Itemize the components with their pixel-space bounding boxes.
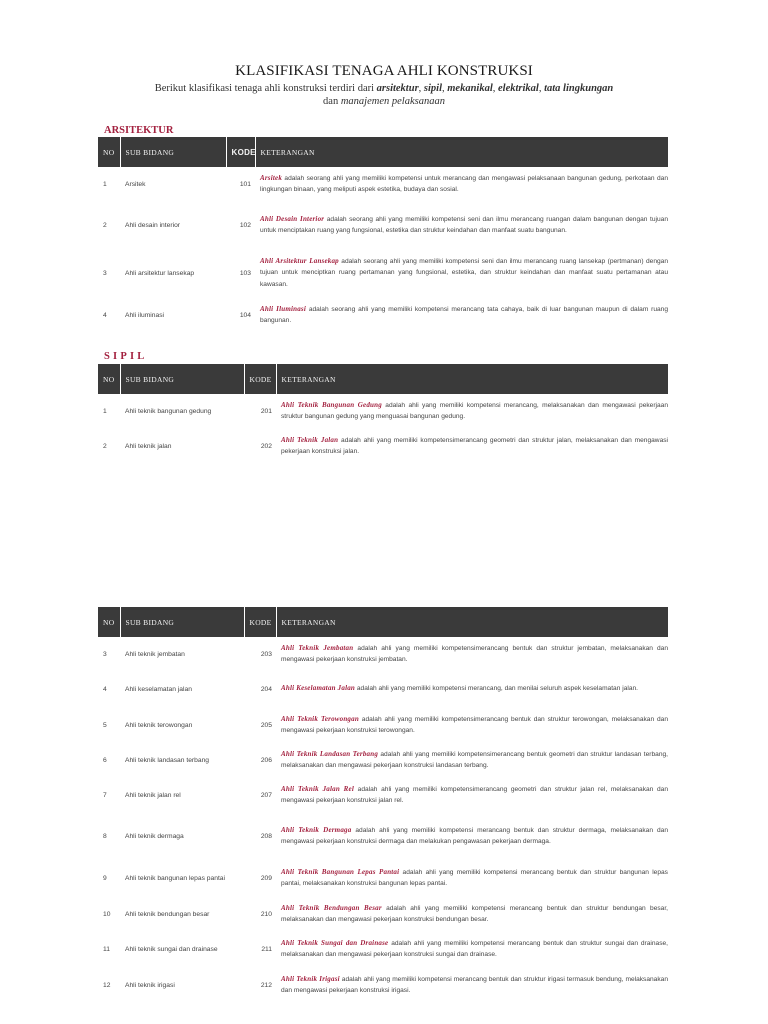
row-term: Ahli Teknik Landasan Terbang — [281, 749, 379, 758]
row-desc: adalah ahli yang memiliki kompetensi merancang, dan menilai seluruh aspek keselamatan jalan. — [355, 685, 638, 693]
row-no: 4 — [103, 685, 107, 693]
row-keterangan — [276, 428, 668, 464]
row-keterangan — [255, 167, 668, 201]
row-sub-bidang: Ahli teknik sungai dan drainase — [125, 945, 218, 953]
row-kode: 206 — [260, 756, 272, 764]
subtitle-arsitektur: arsitektur — [376, 83, 419, 94]
subtitle-line2-prefix: dan — [323, 96, 341, 107]
row-no: 10 — [103, 910, 111, 918]
row-no: 5 — [103, 721, 107, 729]
header-kode: KODE — [244, 364, 276, 394]
header-no: NO — [98, 137, 120, 167]
header-keterangan: KETERANGAN — [276, 607, 668, 637]
table-row — [98, 637, 668, 671]
subtitle-manajemen: manajemen pelaksanaan — [340, 96, 445, 107]
row-kode: 101 — [239, 180, 251, 188]
row-sub-bidang: Ahli teknik bangunan gedung — [125, 407, 212, 415]
table-row — [98, 813, 668, 859]
row-sub-bidang: Arsitek — [125, 180, 146, 188]
row-no: 6 — [103, 756, 107, 764]
row-desc: adalah ahli yang memiliki kompetensi merancang bentuk dan struktur bendungan besar, melaksanakan dan mengawasi pekerjaan konstruksi bendungan besar. — [281, 904, 668, 923]
subtitle-mekanikal: mekanikal — [447, 83, 493, 94]
row-kode: 208 — [260, 832, 272, 840]
row-sub-bidang: Ahli teknik landasan terbang — [125, 756, 210, 764]
row-desc: adalah ahli yang memiliki kompetensimerancang bentuk geometri dan struktur landasan terbang, melaksanakan dan mengawasi pekerjaan konstruksi landasan terbang. — [281, 750, 668, 769]
row-desc: adalah ahli yang memiliki kompetensi merancang bentuk dan struktur sungai dan drainase, melaksanakan dan mengawasi pekerjaan konstruksi sungai dan drainase. — [281, 939, 668, 958]
subtitle-sep: , — [442, 83, 448, 94]
row-desc: adalah ahli yang memiliki kompetensimerancang bentuk dan struktur jembatan, melaksanakan dan mengawasi pekerjaan konstruksi jembatan. — [281, 644, 669, 663]
row-term: Ahli Teknik Irigasi — [281, 974, 340, 983]
table-arsitektur — [98, 137, 668, 333]
row-keterangan — [276, 813, 668, 859]
row-desc: adalah seorang ahli yang memiliki kompetensi seni dan ilmu merancang ruang lansekap (pertmanan) dengan tujuan untuk menciptkan ruang pertamanan yang fungsional, estetika, dan struktur keindahan dan manfaat suatu pertamanan atau kawasan. — [260, 257, 669, 288]
page-title: KLASIFIKASI TENAGA AHLI KONSTRUKSI — [235, 63, 533, 79]
header-kode: KODE — [226, 137, 255, 167]
table-row — [98, 671, 668, 707]
row-desc: adalah ahli yang memiliki kompetensimerancang geometri dan struktur jalan rel, melaksanakan dan mengawasi pekerjaan konstruksi jalan rel. — [281, 785, 668, 804]
row-kode: 212 — [260, 981, 272, 989]
table-row — [98, 249, 668, 297]
table-row — [98, 897, 668, 931]
header-keterangan: KETERANGAN — [276, 364, 668, 394]
subtitle-tata-lingkungan: tata lingkungan — [544, 83, 614, 94]
row-sub-bidang: Ahli teknik terowongan — [125, 721, 193, 729]
subtitle-elektrikal: elektrikal — [498, 83, 539, 94]
row-term: Ahli Teknik Bendungan Besar — [281, 903, 382, 912]
row-sub-bidang: Ahli teknik jalan — [125, 442, 172, 450]
row-no: 3 — [103, 650, 107, 658]
row-desc: adalah ahli yang memiliki kompetensi merancang bentuk dan struktur dermaga, melaksanakan dan mengawasi pekerjaan konstruksi dermaga dan melakukan pengawasan pekerjaan dermaga. — [281, 826, 668, 845]
subtitle-sep: , — [492, 83, 499, 94]
row-desc: adalah seorang ahli yang memiliki kompetensi merancang tata cahaya, baik di luar bangunan maupun di dalam ruang bangunan. — [260, 305, 668, 324]
header-kode: KODE — [244, 607, 276, 637]
row-kode: 102 — [239, 221, 251, 229]
table-row — [98, 167, 668, 201]
row-sub-bidang: Ahli teknik bendungan besar — [125, 910, 210, 918]
header-sub-bidang: SUB BIDANG — [120, 607, 244, 637]
section-title-arsitektur: ARSITEKTUR — [104, 125, 174, 136]
row-desc: adalah ahli yang memiliki kompetensi merancang bentuk dan struktur bangunan lepas pantai, melaksanakan konstruksi bangunan lepas pantai. — [281, 868, 668, 887]
row-keterangan — [276, 671, 668, 707]
header-sub-bidang: SUB BIDANG — [120, 364, 244, 394]
row-kode: 207 — [260, 791, 272, 799]
row-kode: 211 — [261, 945, 272, 953]
row-kode: 201 — [260, 407, 272, 415]
table-row — [98, 967, 668, 1003]
row-keterangan — [276, 777, 668, 813]
header-keterangan: KETERANGAN — [255, 137, 668, 167]
row-desc: adalah ahli yang memiliki kompetensi merancang, melaksanakan dan mengawasi pekerjaan struktur bangunan gedung yang menguasai bangunan gedung. — [281, 401, 668, 420]
row-desc: adalah ahli yang memiliki kompetensimerancang bentuk dan struktur terowongan, melaksanakan dan mengawasi pekerjaan konstruksi terowongan. — [281, 715, 668, 734]
table-row — [98, 743, 668, 777]
row-desc: adalah seorang ahli yang memiliki kompetensi seni dan ilmu merancang ruangan dalam bangunan dengan tujuan untuk menciptakan ruang yang fungsional, estetika dan struktur keindahan dan manfaat suatu bangunan. — [260, 215, 668, 234]
row-sub-bidang: Ahli keselamatan jalan — [125, 685, 192, 693]
subtitle-sipil: sipil — [423, 83, 442, 94]
table-row — [98, 777, 668, 813]
header-sub-bidang: SUB BIDANG — [120, 137, 226, 167]
row-kode: 202 — [260, 442, 272, 450]
row-sub-bidang: Ahli teknik jembatan — [125, 650, 185, 658]
row-keterangan — [255, 297, 668, 333]
row-desc: adalah seorang ahli yang memiliki kompetensi untuk merancang dan mengawasi pelaksanaan bangunan gedung, perkotaan dan lingkungan binaan, yang meliputi aspek estetika, budaya dan sosial. — [260, 174, 668, 193]
row-kode: 104 — [239, 311, 251, 319]
row-kode: 205 — [260, 721, 272, 729]
row-sub-bidang: Ahli iluminasi — [125, 311, 165, 319]
subtitle-sep: , — [418, 83, 424, 94]
page-subtitle — [100, 82, 668, 108]
row-term: Ahli Arsitektur Lansekap — [260, 256, 339, 265]
table-row — [98, 859, 668, 897]
row-sub-bidang: Ahli teknik irigasi — [125, 981, 175, 989]
header-no: NO — [98, 364, 120, 394]
table-row — [98, 394, 668, 428]
table-sipil-continued — [98, 607, 668, 1003]
row-keterangan — [276, 931, 668, 967]
row-kode: 204 — [260, 685, 272, 693]
row-term: Arsitek — [260, 173, 283, 182]
row-no: 7 — [103, 791, 107, 799]
row-keterangan — [276, 394, 668, 428]
row-term: Ahli Teknik Jalan Rel — [281, 784, 355, 793]
table-row — [98, 931, 668, 967]
row-no: 8 — [103, 832, 107, 840]
table-row — [98, 707, 668, 743]
row-keterangan — [276, 743, 668, 777]
section-title-sipil: SIPIL — [104, 351, 148, 362]
row-term: Ahli Teknik Sungai dan Drainase — [281, 938, 389, 947]
row-desc: adalah ahli yang memiliki kompetensi merancang bentuk dan struktur irigasi termasuk bendung, melaksanakan dan mengawasi pekerjaan konstruksi irigasi. — [281, 975, 668, 994]
row-desc: adalah ahli yang memiliki kompetensimerancang geometri dan struktur jalan, melaksanakan dan mengawasi pekerjaan konstruksi jalan. — [281, 436, 668, 455]
row-term: Ahli Teknik Jembatan — [281, 643, 354, 652]
row-sub-bidang: Ahli arsitektur lansekap — [125, 269, 195, 277]
row-keterangan — [276, 897, 668, 931]
row-keterangan — [276, 637, 668, 671]
row-term: Ahli Teknik Terowongan — [281, 714, 359, 723]
row-no: 2 — [103, 442, 107, 450]
row-no: 9 — [103, 874, 107, 882]
row-sub-bidang: Ahli desain interior — [125, 221, 181, 229]
row-no: 12 — [103, 981, 111, 989]
row-keterangan — [276, 967, 668, 1003]
row-no: 11 — [103, 945, 110, 953]
row-no: 1 — [103, 407, 107, 415]
table-sipil — [98, 364, 668, 464]
row-term: Ahli Keselamatan Jalan — [281, 684, 356, 693]
row-no: 2 — [103, 221, 107, 229]
row-no: 3 — [103, 269, 107, 277]
subtitle-prefix: Berikut klasifikasi tenaga ahli konstruksi terdiri dari — [154, 83, 377, 94]
row-sub-bidang: Ahli teknik jalan rel — [125, 791, 181, 799]
table-row — [98, 201, 668, 249]
row-kode: 209 — [260, 874, 272, 882]
table-row — [98, 428, 668, 464]
row-sub-bidang: Ahli teknik bangunan lepas pantai — [125, 874, 226, 882]
row-term: Ahli Teknik Jalan — [281, 435, 339, 444]
subtitle-sep: , — [538, 83, 545, 94]
header-no: NO — [98, 607, 120, 637]
row-keterangan — [255, 201, 668, 249]
row-term: Ahli Teknik Dermaga — [281, 825, 352, 834]
row-kode: 210 — [260, 910, 272, 918]
row-kode: 103 — [239, 269, 251, 277]
row-term: Ahli Iluminasi — [260, 304, 306, 313]
row-term: Ahli Teknik Bangunan Gedung — [281, 400, 382, 409]
row-term: Ahli Desain Interior — [260, 214, 325, 223]
table-row — [98, 297, 668, 333]
row-no: 1 — [103, 180, 107, 188]
row-keterangan — [276, 859, 668, 897]
row-keterangan — [276, 707, 668, 743]
row-keterangan — [255, 249, 668, 297]
row-kode: 203 — [260, 650, 272, 658]
row-term: Ahli Teknik Bangunan Lepas Pantai — [281, 867, 400, 876]
row-no: 4 — [103, 311, 107, 319]
row-sub-bidang: Ahli teknik dermaga — [125, 832, 184, 840]
